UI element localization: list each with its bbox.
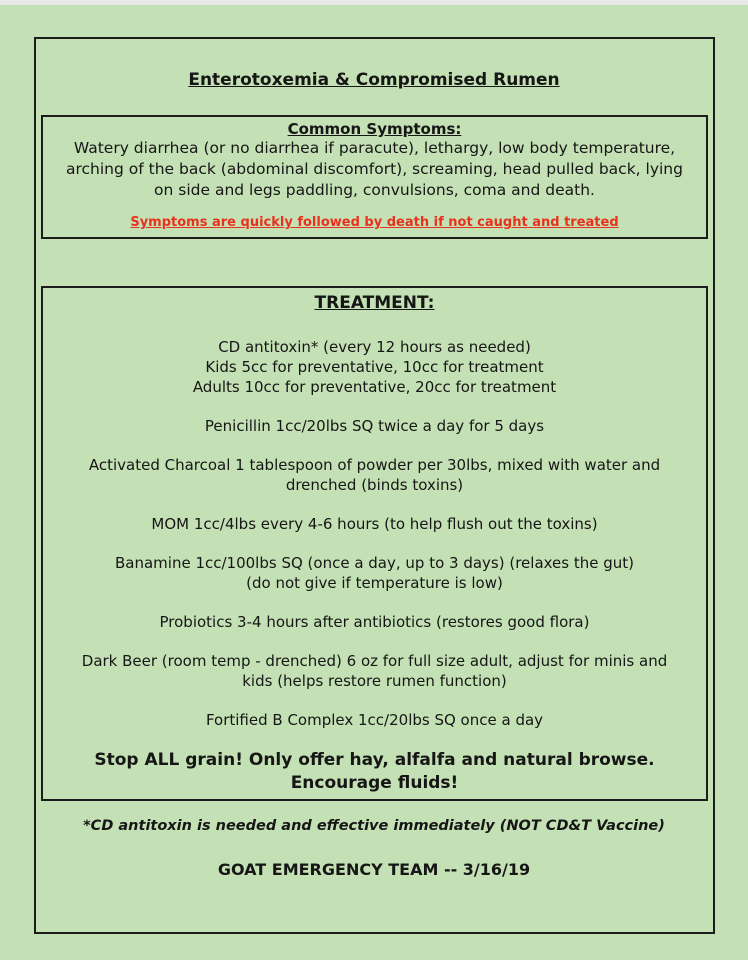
treatment-item-charcoal [43, 455, 706, 495]
symptoms-line: Watery diarrhea (or no diarrhea if paracute), lethargy, low body temperature, [73, 139, 676, 157]
treatment-item-dark-beer [43, 651, 706, 691]
symptoms-line: arching of the back (abdominal discomfort), screaming, head pulled back, lying [66, 160, 683, 178]
treatment-item-mom [43, 514, 706, 534]
treatment-line: Banamine 1cc/100lbs SQ (once a day, up to 3 days) (relaxes the gut) [114, 554, 635, 572]
document-title: Enterotoxemia & Compromised Rumen [188, 70, 560, 90]
credit-line: GOAT EMERGENCY TEAM -- 3/16/19 [217, 860, 531, 879]
treatment-box [41, 286, 708, 801]
treatment-line: Adults 10cc for preventative, 20cc for treatment [192, 378, 557, 396]
treatment-item-cd-antitoxin [43, 337, 706, 397]
treatment-closing-line: Stop ALL grain! Only offer hay, alfalfa and natural browse. [94, 750, 655, 770]
treatment-line: Penicillin 1cc/20lbs SQ twice a day for 5 days [204, 417, 545, 435]
treatment-closing-line: Encourage fluids! [290, 773, 459, 793]
symptoms-warning: Symptoms are quickly followed by death if not caught and treated [130, 215, 619, 230]
treatment-line: CD antitoxin* (every 12 hours as needed) [218, 338, 531, 356]
treatment-line: Dark Beer (room temp - drenched) 6 oz for full size adult, adjust for minis and [81, 652, 668, 670]
treatment-list [43, 337, 706, 795]
symptoms-line: on side and legs paddling, convulsions, coma and death. [154, 181, 595, 199]
treatment-item-b-complex [43, 710, 706, 730]
symptoms-heading: Common Symptoms: [287, 120, 462, 138]
treatment-line: MOM 1cc/4lbs every 4-6 hours (to help flush out the toxins) [151, 515, 598, 533]
treatment-line: Activated Charcoal 1 tablespoon of powder per 30lbs, mixed with water and [88, 456, 661, 474]
image-top-strip [0, 0, 748, 5]
treatment-line: Kids 5cc for preventative, 10cc for treatment [205, 358, 544, 376]
treatment-line: drenched (binds toxins) [285, 476, 464, 494]
treatment-item-probiotics [43, 612, 706, 632]
footnote: *CD antitoxin is needed and effective immediately (NOT CD&T Vaccine) [83, 818, 665, 834]
treatment-item-banamine [43, 553, 706, 593]
treatment-line: (do not give if temperature is low) [246, 574, 503, 592]
treatment-line: Probiotics 3-4 hours after antibiotics (restores good flora) [159, 613, 590, 631]
treatment-line: Fortified B Complex 1cc/20lbs SQ once a day [205, 711, 544, 729]
treatment-heading: TREATMENT: [314, 293, 435, 313]
symptoms-box [41, 115, 708, 239]
symptoms-text [43, 138, 706, 201]
treatment-closing [43, 749, 706, 795]
treatment-line: kids (helps restore rumen function) [242, 672, 507, 690]
treatment-item-penicillin [43, 416, 706, 436]
